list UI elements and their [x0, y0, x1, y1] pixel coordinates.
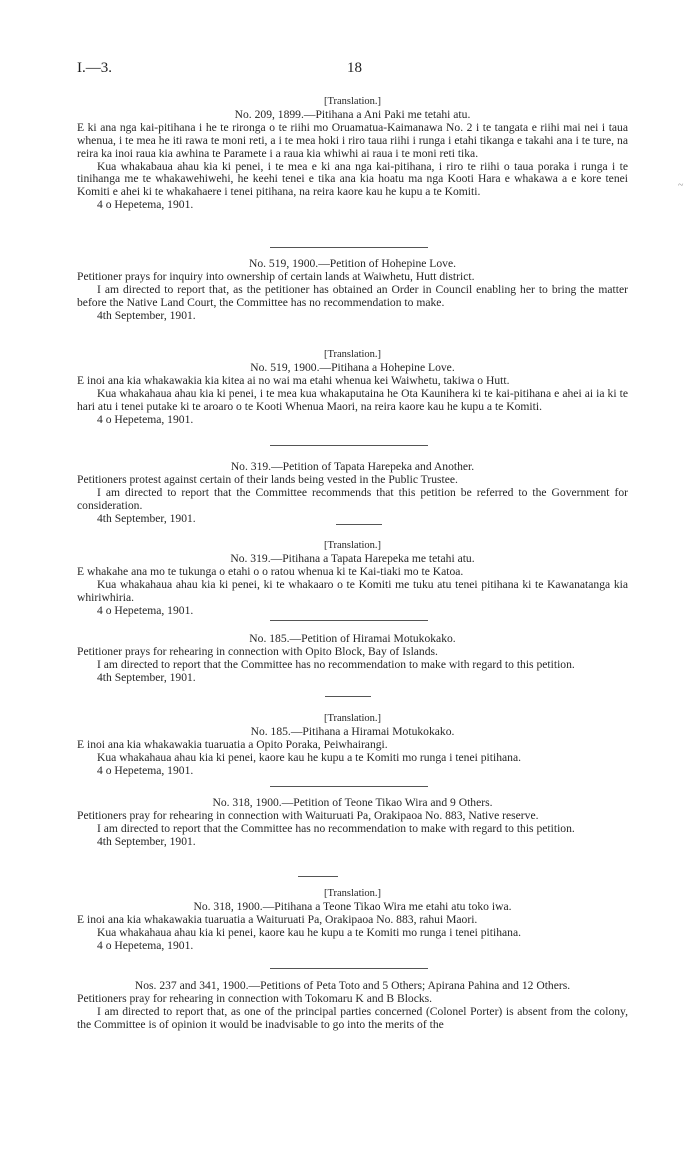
paragraph: Petitioners pray for rehearing in connection with Waituruati Pa, Orakipaoa No. 883, Native reserve.	[77, 808, 539, 822]
paragraph: Petitioners protest against certain of their lands being vested in the Public Trustee.	[77, 472, 458, 486]
petition-heading: No. 318, 1900.—Petition of Teone Tikao Wira and 9 Others.	[212, 796, 493, 809]
translation-label: [Translation.]	[323, 96, 382, 107]
separator-rule	[298, 876, 338, 877]
report-date: 4th September, 1901.	[97, 834, 196, 848]
paragraph: Kua whakahaua ahau kia ki penei, ki te whakaaro o te Komiti me tuku atu tenei pitihana ki te Kawanatanga kia whiriwhiria.	[77, 577, 628, 604]
report-date: 4 o Hepetema, 1901.	[97, 198, 194, 212]
section-translation-209	[77, 96, 628, 212]
separator-rule	[270, 786, 428, 787]
separator-rule	[270, 445, 428, 446]
petition-heading: No. 519, 1900.—Pitihana a Hohepine Love.	[250, 360, 455, 374]
paragraph: E inoi ana kia whakawakia kia kitea ai no wai ma etahi whenua kei Waiwhetu, takiwa o Hutt.	[77, 373, 510, 387]
petition-heading: No. 318, 1900.—Pitihana a Teone Tikao Wira me etahi atu toko iwa.	[193, 899, 512, 913]
translation-label: [Translation.]	[323, 349, 382, 360]
paragraph: E whakahe ana mo te tukunga o etahi o o ratou whenua ki te Kai-tiaki mo te Katoa.	[77, 564, 464, 578]
paragraph: Kua whakahaua ahau kia ki penei, kaore kau he kupu a te Komiti mo runga i tenei pitihana.	[97, 925, 521, 939]
separator-rule	[336, 524, 382, 525]
section-petition-319	[77, 461, 628, 526]
report-date: 4th September, 1901.	[97, 670, 196, 684]
report-date: 4 o Hepetema, 1901.	[97, 938, 194, 952]
page-reference: I.—3.	[77, 60, 112, 76]
margin-mark: ~	[678, 180, 684, 191]
separator-rule	[270, 247, 428, 248]
report-date: 4th September, 1901.	[97, 511, 196, 525]
section-translation-319	[77, 540, 628, 617]
translation-label: [Translation.]	[323, 540, 382, 551]
paragraph: I am directed to report that, as the petitioner has obtained an Order in Council enabling her to bring the matter before the Native Land Court, the Committee has no recommendation to make.	[77, 282, 628, 309]
separator-rule	[325, 696, 371, 697]
section-petition-519	[77, 258, 628, 323]
paragraph: Petitioner prays for rehearing in connection with Opito Block, Bay of Islands.	[77, 644, 438, 658]
petition-heading: No. 185.—Pitihana a Hiramai Motukokako.	[250, 724, 455, 738]
petition-heading: No. 319.—Petition of Tapata Harepeka and Another.	[230, 460, 475, 473]
petition-heading: No. 319.—Pitihana a Tapata Harepeka me tetahi atu.	[230, 551, 475, 565]
paragraph: I am directed to report that the Committee has no recommendation to make with regard to this petition.	[97, 657, 575, 671]
report-date: 4 o Hepetema, 1901.	[97, 412, 194, 426]
paragraph: E inoi ana kia whakawakia tuaruatia a Opito Poraka, Peiwhairangi.	[77, 737, 388, 751]
paragraph: Petitioners pray for rehearing in connection with Tokomaru K and B Blocks.	[77, 991, 433, 1005]
paragraph: Kua whakahaua ahau kia ki penei, kaore kau he kupu a te Komiti mo runga i tenei pitihana.	[97, 750, 521, 764]
paragraph: Kua whakahaua ahau kia ki penei, i te mea kua whakaputaina he Ota Kaunihera ki te kai-pitihana e ahei ai ia ki te hari atu i tenei putake ki te aroaro o te Kooti Whenua Maori, na reira kaore kau he kupu a te Komiti.	[77, 386, 628, 413]
section-translation-318	[77, 888, 628, 953]
translation-label: [Translation.]	[323, 888, 382, 899]
paragraph: I am directed to report that the Committee recommends that this petition be referred to the Government for consideration.	[77, 485, 628, 512]
page-number: 18	[347, 60, 362, 76]
petition-heading: No. 209, 1899.—Pitihana a Ani Paki me tetahi atu.	[234, 107, 471, 121]
separator-rule	[270, 620, 428, 621]
paragraph: Petitioner prays for inquiry into ownership of certain lands at Waiwhetu, Hutt district.	[77, 269, 475, 283]
paragraph: E inoi ana kia whakawakia tuaruatia a Waituruati Pa, Orakipaoa No. 883, rahui Maori.	[77, 912, 478, 926]
paragraph: I am directed to report that, as one of the principal parties concerned (Colonel Porter) is absent from the colony, the Committee is of opinion it would be inadvisable to go into the merits of the	[77, 1004, 628, 1031]
petition-heading: Nos. 237 and 341, 1900.—Petitions of Peta Toto and 5 Others; Apirana Pahina and 12 Others.	[134, 979, 571, 992]
paragraph: E ki ana nga kai-pitihana i he te rironga o te riihi mo Oruamatua-Kaimanawa No. 2 i te tangata e riihi mai nei i taua whenua, i te mea he iti rawa te moni reti, a i te mea hoki i riro taua riihi i runga i etahi tikanga e takahi ana i te ture, na reira ka inoi raua kia awhina te Paramete i a raua kia whiwhi ai raua i te moni reti tika.	[77, 120, 628, 160]
section-petition-318	[77, 797, 628, 849]
petition-heading: No. 519, 1900.—Petition of Hohepine Love.	[248, 257, 457, 270]
report-date: 4 o Hepetema, 1901.	[97, 603, 194, 617]
section-translation-185	[77, 713, 628, 778]
paragraph: I am directed to report that the Committee has no recommendation to make with regard to this petition.	[97, 821, 575, 835]
report-date: 4 o Hepetema, 1901.	[97, 763, 194, 777]
petition-heading: No. 185.—Petition of Hiramai Motukokako.	[249, 632, 456, 645]
section-petitions-237-341	[77, 980, 628, 1032]
paragraph: Kua whakabaua ahau kia ki penei, i te mea e ki ana nga kai-pitihana, i riro te riihi o taua poraka i runga i te tinihanga me te whakawehiwehi, he keehi tenei e tika ana kia hoatu ma nga Kooti Hara e whakawa a e kore tenei Komiti e ahei ki te whakahaere i tenei pitihana, na reira kaore kau he kupu a te Komiti.	[77, 159, 628, 199]
translation-label: [Translation.]	[323, 713, 382, 724]
report-date: 4th September, 1901.	[97, 308, 196, 322]
section-petition-185	[77, 633, 628, 685]
section-translation-519	[77, 349, 628, 426]
separator-rule	[270, 968, 428, 969]
